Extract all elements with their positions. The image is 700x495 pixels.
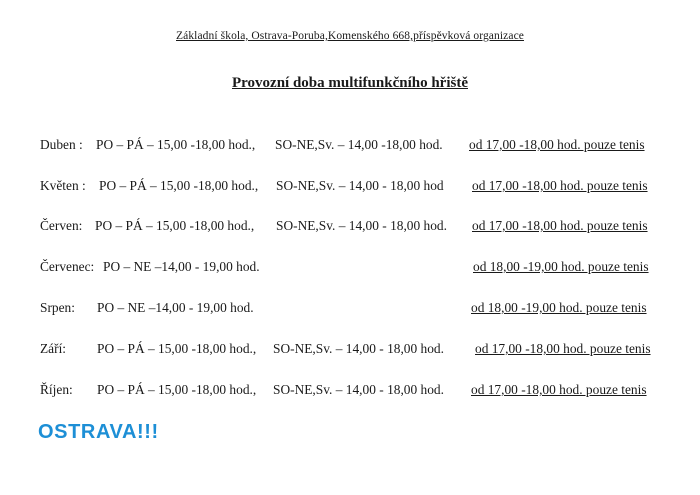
tennis-hours: od 18,00 -19,00 hod. pouze tenis	[473, 259, 649, 274]
schedule-row-srpen	[0, 298, 700, 318]
weekday-hours: PO – PÁ – 15,00 -18,00 hod.,	[97, 341, 257, 356]
tennis-hours: od 17,00 -18,00 hod. pouze tenis	[469, 137, 645, 152]
weekend-hours: SO-NE,Sv. – 14,00 - 18,00 hod.	[276, 218, 447, 233]
month-label: Září:	[40, 341, 67, 356]
tennis-hours: od 17,00 -18,00 hod. pouze tenis	[475, 341, 651, 356]
weekday-hours: PO – PÁ – 15,00 -18,00 hod.,	[95, 218, 255, 233]
school-header: Základní škola, Ostrava-Poruba,Komenského 668,příspěvková organizace	[176, 30, 524, 42]
schedule-row-cervenec	[0, 257, 700, 277]
schedule-row-zari	[0, 339, 700, 359]
tennis-hours: od 17,00 -18,00 hod. pouze tenis	[472, 178, 648, 193]
weekday-hours: PO – NE –14,00 - 19,00 hod.	[97, 300, 254, 315]
month-label: Říjen:	[40, 382, 73, 397]
schedule-row-cerven	[0, 216, 700, 236]
weekend-hours: SO-NE,Sv. – 14,00 - 18,00 hod.	[273, 382, 444, 397]
weekend-hours: SO-NE,Sv. – 14,00 - 18,00 hod	[276, 178, 444, 193]
weekday-hours: PO – PÁ – 15,00 -18,00 hod.,	[96, 137, 256, 152]
schedule-row-rijen	[0, 380, 700, 400]
weekend-hours: SO-NE,Sv. – 14,00 -18,00 hod.	[275, 137, 443, 152]
month-label: Srpen:	[40, 300, 75, 315]
month-label: Květen :	[40, 178, 86, 193]
weekday-hours: PO – PÁ – 15,00 -18,00 hod.,	[97, 382, 257, 397]
tennis-hours: od 18,00 -19,00 hod. pouze tenis	[471, 300, 647, 315]
tennis-hours: od 17,00 -18,00 hod. pouze tenis	[471, 382, 647, 397]
month-label: Duben :	[40, 137, 83, 152]
weekday-hours: PO – PÁ – 15,00 -18,00 hod.,	[99, 178, 259, 193]
month-label: Červenec:	[40, 259, 95, 274]
month-label: Červen:	[40, 218, 83, 233]
ostrava-logo: OSTRAVA!!!	[38, 421, 159, 443]
weekday-hours: PO – NE –14,00 - 19,00 hod.	[103, 259, 260, 274]
weekend-hours: SO-NE,Sv. – 14,00 - 18,00 hod.	[273, 341, 444, 356]
schedule-row-kveten	[0, 176, 700, 196]
page-title: Provozní doba multifunkčního hřiště	[231, 75, 468, 91]
tennis-hours: od 17,00 -18,00 hod. pouze tenis	[472, 218, 648, 233]
schedule-row-duben	[0, 135, 700, 155]
